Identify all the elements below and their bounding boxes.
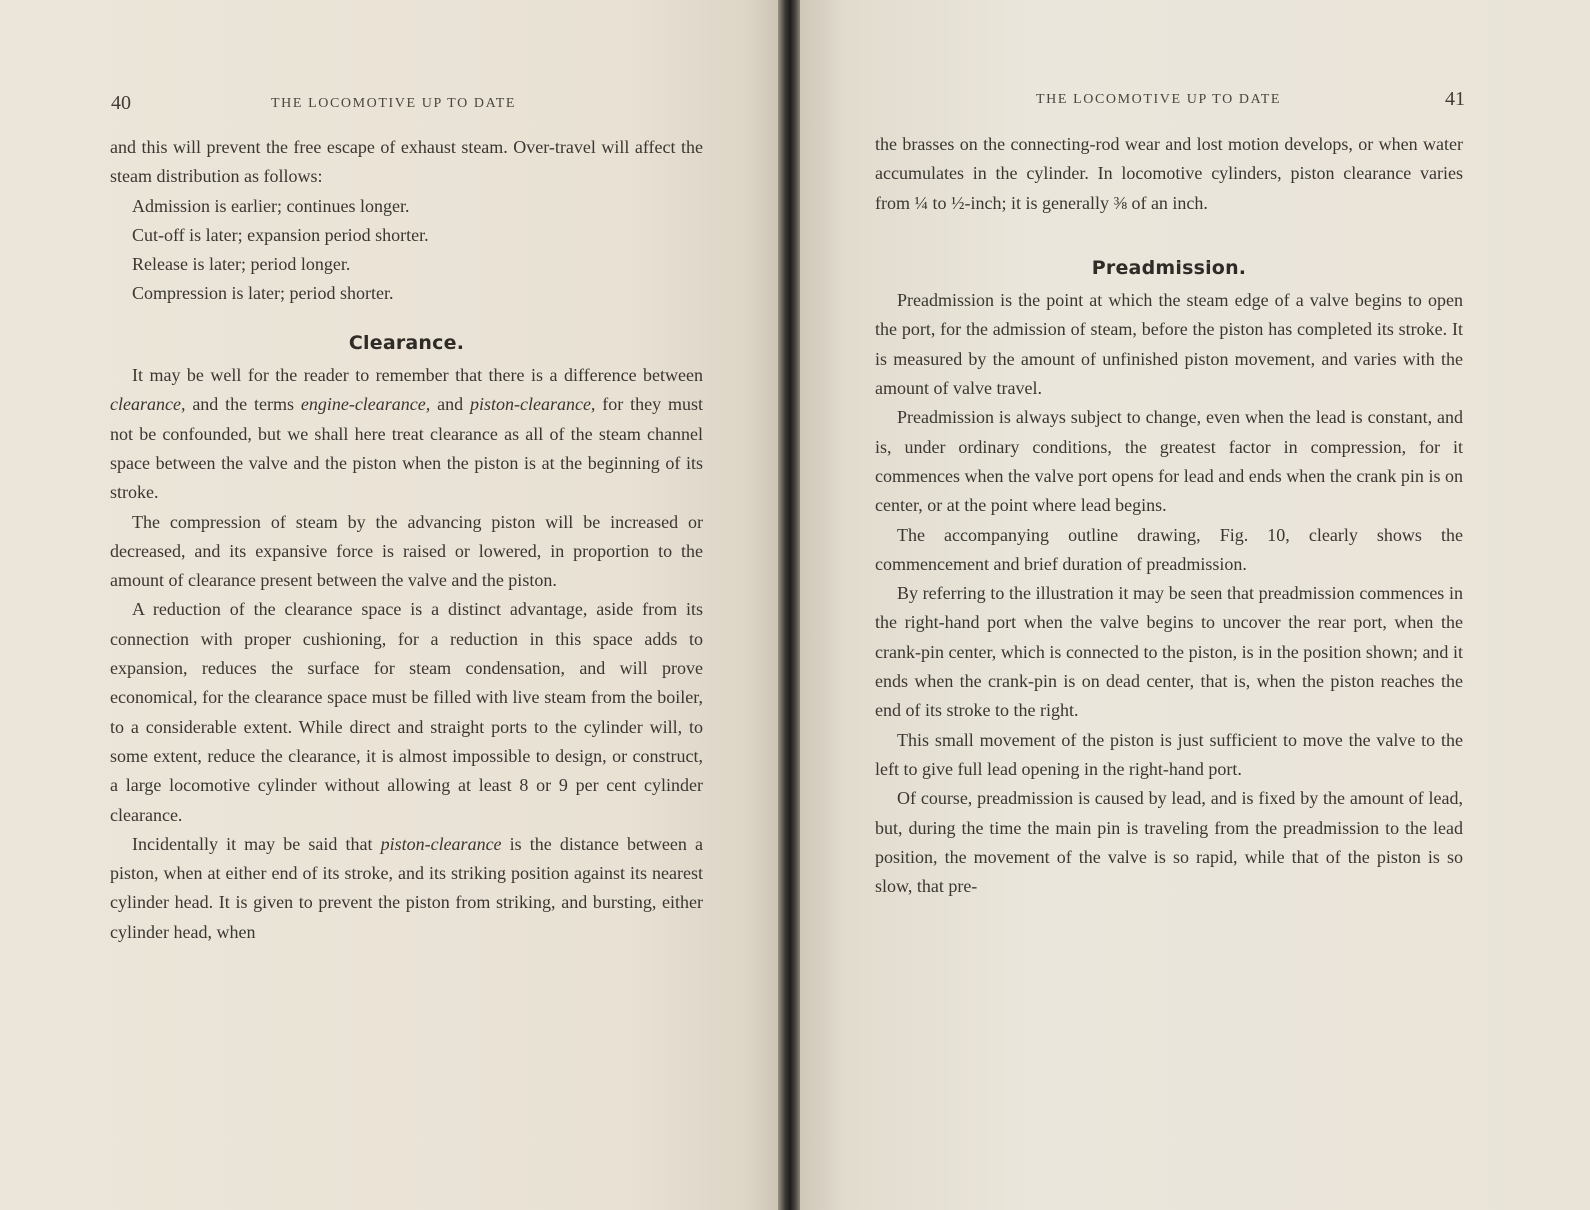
right-text-block [875, 130, 1463, 901]
italic-term: clearance, [110, 394, 186, 415]
section-heading-preadmission: Preadmission. [1091, 256, 1247, 279]
paragraph-text: is the distance between a piston, when at either end of its stroke, and its striking position against its nearest cylinder head. It is given to prevent the piston from striking, and bursting, either cylinder head, when [110, 833, 704, 942]
italic-term: engine-clearance, [300, 394, 431, 415]
right-page [800, 0, 1590, 1210]
paragraph-text: and [430, 394, 470, 415]
paragraph: The compression of steam by the advancing piston will be increased or decreased, and its expansive force is raised or lowered, in proportion to the amount of clearance present between the valve and the piston. [110, 511, 703, 591]
paragraph: Preadmission is the point at which the steam edge of a valve begins to open the port, for the admission of steam, before the piston has completed its stroke. It is measured by the amount of unfinished piston movement, and varies with the amount of valve travel. [875, 290, 1463, 399]
paragraph-text: for they must not be confounded, but we shall here treat clearance as all of the steam channel space between the valve and the piston when the piston is at the beginning of its stroke. [110, 394, 703, 503]
right-intro-paragraph: the brasses on the connecting-rod wear and lost motion develops, or when water accumulates in the cylinder. In locomotive cylinders, piston clearance varies from ¼ to ½-inch; it is generally ⅜ of an inch. [875, 134, 1463, 213]
paragraph [110, 361, 703, 507]
list-item: Release is later; period longer. [132, 254, 351, 275]
paragraph [110, 830, 703, 947]
italic-term: piston-clearance, [469, 394, 596, 415]
list-item: Compression is later; period shorter. [132, 283, 394, 304]
paragraph: Of course, preadmission is caused by lead, and is fixed by the amount of lead, but, during the time the main pin is traveling from the preadmission to the lead position, the movement of the valve is so rapid, while that of the piston is so slow, that pre- [875, 788, 1463, 897]
book-spine-gutter [778, 0, 802, 1210]
paragraph-text: and the terms [185, 394, 301, 415]
paragraph: Preadmission is always subject to change, even when the lead is constant, and is, under ordinary conditions, the greatest factor in compression, for it commences when the valve port opens for lead and ends when the crank pin is on center, or at the point where lead begins. [875, 407, 1463, 516]
section-heading-clearance: Clearance. [348, 331, 465, 354]
paragraph-text: It may be well for the reader to remember that there is a difference between [132, 365, 703, 386]
paragraph: By referring to the illustration it may be seen that preadmission commences in the right-hand port when the valve begins to uncover the rear port, when the crank-pin center, which is connected to the piston, is in the position shown; and it ends when the crank-pin is on dead center, that is, when the piston reaches the end of its stroke to the right. [875, 583, 1463, 721]
running-head-left: THE LOCOMOTIVE UP TO DATE [271, 96, 517, 111]
page-number-left: 40 [111, 92, 131, 114]
paragraph: A reduction of the clearance space is a distinct advantage, aside from its connection with proper cushioning, for a reduction in this space adds to expansion, reduces the surface for steam condensation, and will prove economical, for the clearance space must be filled with live steam from the boiler, to a considerable extent. While direct and straight ports to the cylinder will, to some extent, reduce the clearance, it is almost impossible to design, or construct, a large locomotive cylinder without allowing at least 8 or 9 per cent cylinder clearance. [110, 599, 703, 825]
page-number-right: 41 [1445, 88, 1465, 110]
left-text-block [110, 133, 703, 947]
italic-term: piston-clearance [380, 833, 502, 854]
running-head-right: THE LOCOMOTIVE UP TO DATE [1036, 92, 1282, 107]
list-item: Admission is earlier; continues longer. [132, 195, 410, 216]
left-intro-paragraph: and this will prevent the free escape of exhaust steam. Over-travel will affect the steam distribution as follows: [110, 137, 703, 187]
paragraph: The accompanying outline drawing, Fig. 10, clearly shows the commencement and brief duration of preadmission. [875, 524, 1463, 574]
paragraph: This small movement of the piston is just sufficient to move the valve to the left to give full lead opening in the right-hand port. [875, 729, 1463, 779]
list-item: Cut-off is later; expansion period shorter. [132, 224, 429, 245]
paragraph-text: Incidentally it may be said that [132, 833, 381, 854]
left-page [0, 0, 786, 1210]
